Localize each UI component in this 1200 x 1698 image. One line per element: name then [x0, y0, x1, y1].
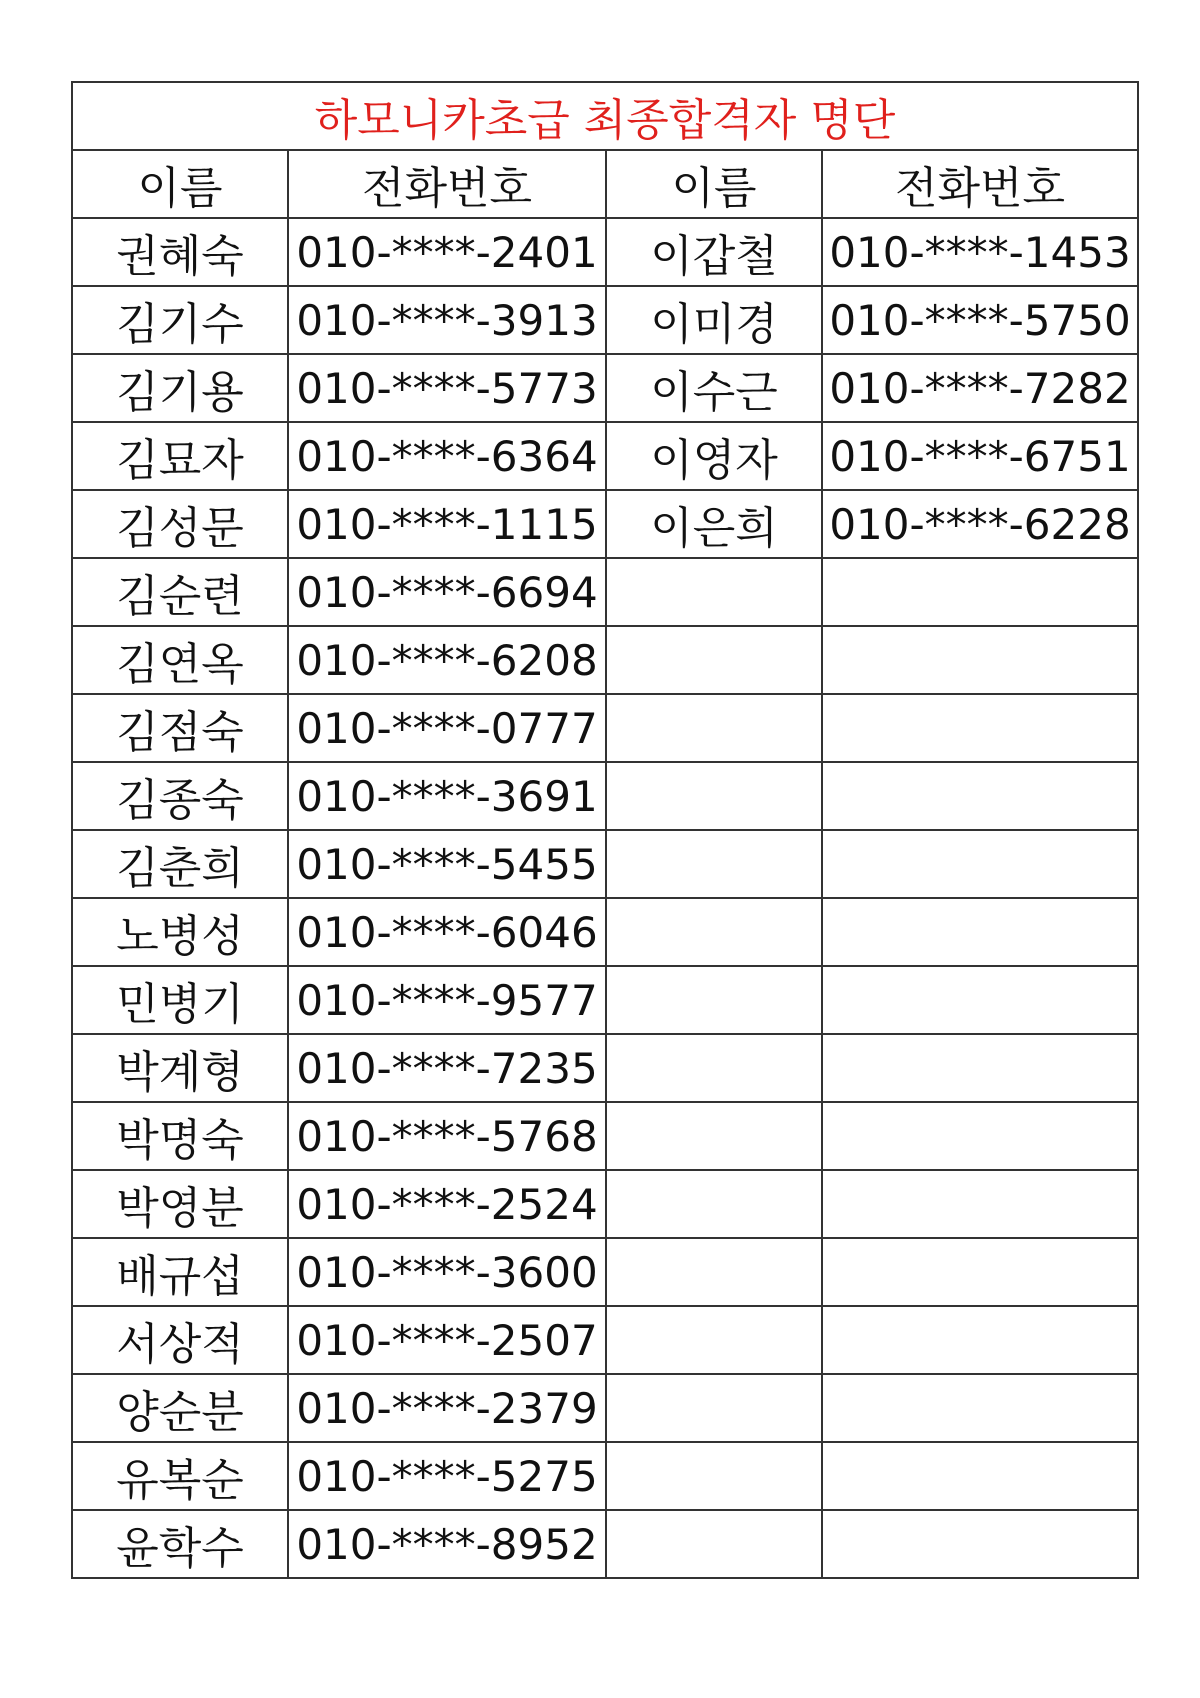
phone-cell	[822, 558, 1138, 626]
name-cell: 박계형	[72, 1034, 288, 1102]
phone-cell: 010-****-1115	[288, 490, 606, 558]
phone-cell	[822, 626, 1138, 694]
header-name-left: 이름	[72, 150, 288, 218]
name-cell: 배규섭	[72, 1238, 288, 1306]
table-row	[72, 1442, 1138, 1510]
phone-cell: 010-****-0777	[288, 694, 606, 762]
table-row	[72, 898, 1138, 966]
phone-cell	[822, 1306, 1138, 1374]
name-cell	[606, 1374, 822, 1442]
phone-cell: 010-****-2507	[288, 1306, 606, 1374]
phone-cell	[822, 1170, 1138, 1238]
header-phone-left: 전화번호	[288, 150, 606, 218]
name-cell: 유복순	[72, 1442, 288, 1510]
name-cell	[606, 1238, 822, 1306]
name-cell: 윤학수	[72, 1510, 288, 1578]
table-row	[72, 966, 1138, 1034]
name-cell: 서상적	[72, 1306, 288, 1374]
table-row	[72, 1306, 1138, 1374]
phone-cell: 010-****-2401	[288, 218, 606, 286]
table-row	[72, 694, 1138, 762]
phone-cell	[822, 1034, 1138, 1102]
phone-cell	[822, 694, 1138, 762]
phone-cell	[822, 966, 1138, 1034]
table-row	[72, 1102, 1138, 1170]
phone-cell: 010-****-6751	[822, 422, 1138, 490]
name-cell: 김점숙	[72, 694, 288, 762]
name-cell: 김기용	[72, 354, 288, 422]
name-cell	[606, 558, 822, 626]
table-row	[72, 422, 1138, 490]
phone-cell: 010-****-7282	[822, 354, 1138, 422]
name-cell: 박명숙	[72, 1102, 288, 1170]
applicant-list-table	[71, 81, 1139, 1579]
name-cell: 민병기	[72, 966, 288, 1034]
name-cell: 이미경	[606, 286, 822, 354]
phone-cell: 010-****-2524	[288, 1170, 606, 1238]
name-cell: 김묘자	[72, 422, 288, 490]
phone-cell: 010-****-6228	[822, 490, 1138, 558]
table-row	[72, 762, 1138, 830]
phone-cell: 010-****-5455	[288, 830, 606, 898]
table-row	[72, 218, 1138, 286]
name-cell: 박영분	[72, 1170, 288, 1238]
name-cell: 김연옥	[72, 626, 288, 694]
table-row	[72, 830, 1138, 898]
name-cell	[606, 1306, 822, 1374]
phone-cell: 010-****-9577	[288, 966, 606, 1034]
name-cell: 이영자	[606, 422, 822, 490]
name-cell: 김춘희	[72, 830, 288, 898]
name-cell: 이갑철	[606, 218, 822, 286]
name-cell	[606, 1170, 822, 1238]
name-cell: 김성문	[72, 490, 288, 558]
table-row	[72, 1170, 1138, 1238]
header-name-right: 이름	[606, 150, 822, 218]
phone-cell: 010-****-3691	[288, 762, 606, 830]
phone-cell: 010-****-5773	[288, 354, 606, 422]
phone-cell	[822, 1442, 1138, 1510]
name-cell: 김종숙	[72, 762, 288, 830]
name-cell: 김순련	[72, 558, 288, 626]
table-row	[72, 490, 1138, 558]
phone-cell	[822, 1374, 1138, 1442]
name-cell	[606, 1442, 822, 1510]
table-row	[72, 286, 1138, 354]
table-row	[72, 626, 1138, 694]
page-title: 하모니카초급 최종합격자 명단	[72, 82, 1138, 150]
phone-cell	[822, 1102, 1138, 1170]
table-row	[72, 1238, 1138, 1306]
phone-cell: 010-****-7235	[288, 1034, 606, 1102]
table-row	[72, 1510, 1138, 1578]
phone-cell	[822, 762, 1138, 830]
phone-cell: 010-****-1453	[822, 218, 1138, 286]
name-cell	[606, 1510, 822, 1578]
table-row	[72, 1034, 1138, 1102]
phone-cell: 010-****-8952	[288, 1510, 606, 1578]
name-cell	[606, 1102, 822, 1170]
table-row	[72, 1374, 1138, 1442]
phone-cell: 010-****-6046	[288, 898, 606, 966]
phone-cell: 010-****-6694	[288, 558, 606, 626]
header-phone-right: 전화번호	[822, 150, 1138, 218]
phone-cell: 010-****-3600	[288, 1238, 606, 1306]
name-cell: 노병성	[72, 898, 288, 966]
phone-cell: 010-****-6208	[288, 626, 606, 694]
name-cell: 권혜숙	[72, 218, 288, 286]
name-cell	[606, 830, 822, 898]
name-cell	[606, 694, 822, 762]
phone-cell: 010-****-2379	[288, 1374, 606, 1442]
name-cell	[606, 626, 822, 694]
phone-cell: 010-****-6364	[288, 422, 606, 490]
phone-cell	[822, 898, 1138, 966]
title-row	[72, 82, 1138, 150]
name-cell	[606, 898, 822, 966]
phone-cell	[822, 830, 1138, 898]
phone-cell	[822, 1238, 1138, 1306]
name-cell: 이수근	[606, 354, 822, 422]
name-cell: 이은희	[606, 490, 822, 558]
table-row	[72, 558, 1138, 626]
phone-cell: 010-****-5768	[288, 1102, 606, 1170]
phone-cell: 010-****-5275	[288, 1442, 606, 1510]
name-cell	[606, 762, 822, 830]
name-cell: 양순분	[72, 1374, 288, 1442]
phone-cell: 010-****-3913	[288, 286, 606, 354]
phone-cell	[822, 1510, 1138, 1578]
name-cell: 김기수	[72, 286, 288, 354]
table-row	[72, 354, 1138, 422]
name-cell	[606, 1034, 822, 1102]
header-row	[72, 150, 1138, 218]
phone-cell: 010-****-5750	[822, 286, 1138, 354]
name-cell	[606, 966, 822, 1034]
